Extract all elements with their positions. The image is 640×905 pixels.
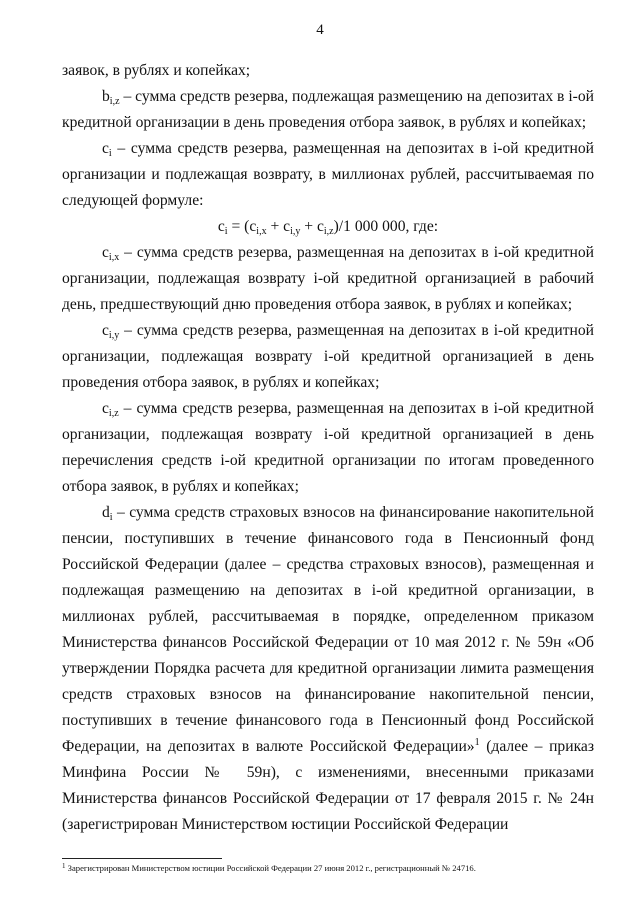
definition-c-i bbox=[62, 136, 594, 214]
definition-text: – сумма средств резерва, размещенная на депозитах в i-ой кредитной организации и подлежащая возврату, в миллионах рублей, рассчитываемая по следующей формуле: bbox=[62, 140, 594, 209]
variable-subscript: i bbox=[109, 512, 113, 523]
variable: c bbox=[102, 140, 109, 157]
definition-d-i bbox=[62, 500, 594, 838]
footnote-marker: 1 bbox=[62, 862, 66, 870]
footnote bbox=[62, 862, 602, 874]
definition-b-iz bbox=[62, 84, 594, 136]
definition-text: – сумма средств резерва, подлежащая размещению на депозитах в i-ой кредитной организации в день проведения отбора заявок, в рублях и копейках; bbox=[62, 88, 594, 131]
variable: c bbox=[102, 244, 109, 261]
definition-c-ix bbox=[62, 240, 594, 318]
variable: d bbox=[102, 504, 110, 521]
definition-c-iy bbox=[62, 318, 594, 396]
variable: c bbox=[102, 400, 109, 417]
variable: c bbox=[102, 322, 109, 339]
page-number: 4 bbox=[316, 22, 324, 38]
definition-text: – сумма средств резерва, размещенная на депозитах в i-ой кредитной организации, подлежащая возврату i-ой кредитной организацией в рабочий день, предшествующий дню проведения отбора заявок, в рублях и копейках; bbox=[62, 244, 594, 313]
variable-subscript: i bbox=[108, 148, 112, 159]
paragraph-continuation: заявок, в рублях и копейках; bbox=[62, 62, 251, 79]
definition-text: – сумма средств страховых взносов на финансирование накопительной пенсии, поступивших в течение финансового года в Пенсионный фонд Российской Федерации (далее – средства страховых взносов), размещенная и подлежащая размещению на депозитах в i-ой кредитной организации, в миллионах рублей, рассчитываемая в порядке, определенном приказом Министерства финансов Российской Федерации от 10 мая 2012 г. № 59н «Об утверждении Порядка расчета для кредитной организации лимита размещения средств страховых взносов на финансирование накопительной пенсии, поступивших в течение финансового года в Пенсионный фонд Российской Федерации, на депозитах в валюте Российской Федерации» bbox=[62, 504, 594, 755]
footnote-separator bbox=[62, 858, 222, 859]
definition-c-iz bbox=[62, 396, 594, 500]
definition-text: – сумма средств резерва, размещенная на депозитах в i-ой кредитной организации, подлежащая возврату i-ой кредитной организацией в день перечисления средств i-ой кредитной организации по итогам проведенного отбора заявок, в рублях и копейках; bbox=[62, 400, 594, 495]
definition-text-continued: (далее – приказ Минфина России № 59н), с изменениями, внесенными приказами Министерства финансов Российской Федерации от 17 февраля 2015 г. № 24н (зарегистрирован Министерством юстиции Российской Федерации bbox=[62, 738, 594, 833]
footnote-text: Зарегистрирован Министерством юстиции Российской Федерации 27 июня 2012 г., регистрационный № 24716. bbox=[65, 863, 476, 873]
footnote-reference[interactable]: 1 bbox=[474, 737, 480, 748]
variable: b bbox=[102, 88, 110, 105]
variable-subscript: i,z bbox=[108, 408, 119, 419]
document-body bbox=[62, 58, 594, 838]
definition-text: – сумма средств резерва, размещенная на депозитах в i-ой кредитной организации, подлежащая возврату i-ой кредитной организацией в день проведения отбора заявок, в рублях и копейках; bbox=[62, 322, 594, 391]
variable-subscript: i,z bbox=[109, 96, 120, 107]
variable-subscript: i,x bbox=[108, 252, 120, 263]
formula: $c_i = (c_{i,x} + c_{i,y} + c_{i,z})/1$ 000 000, где: bbox=[217, 218, 439, 237]
variable-subscript: i,y bbox=[108, 330, 120, 341]
